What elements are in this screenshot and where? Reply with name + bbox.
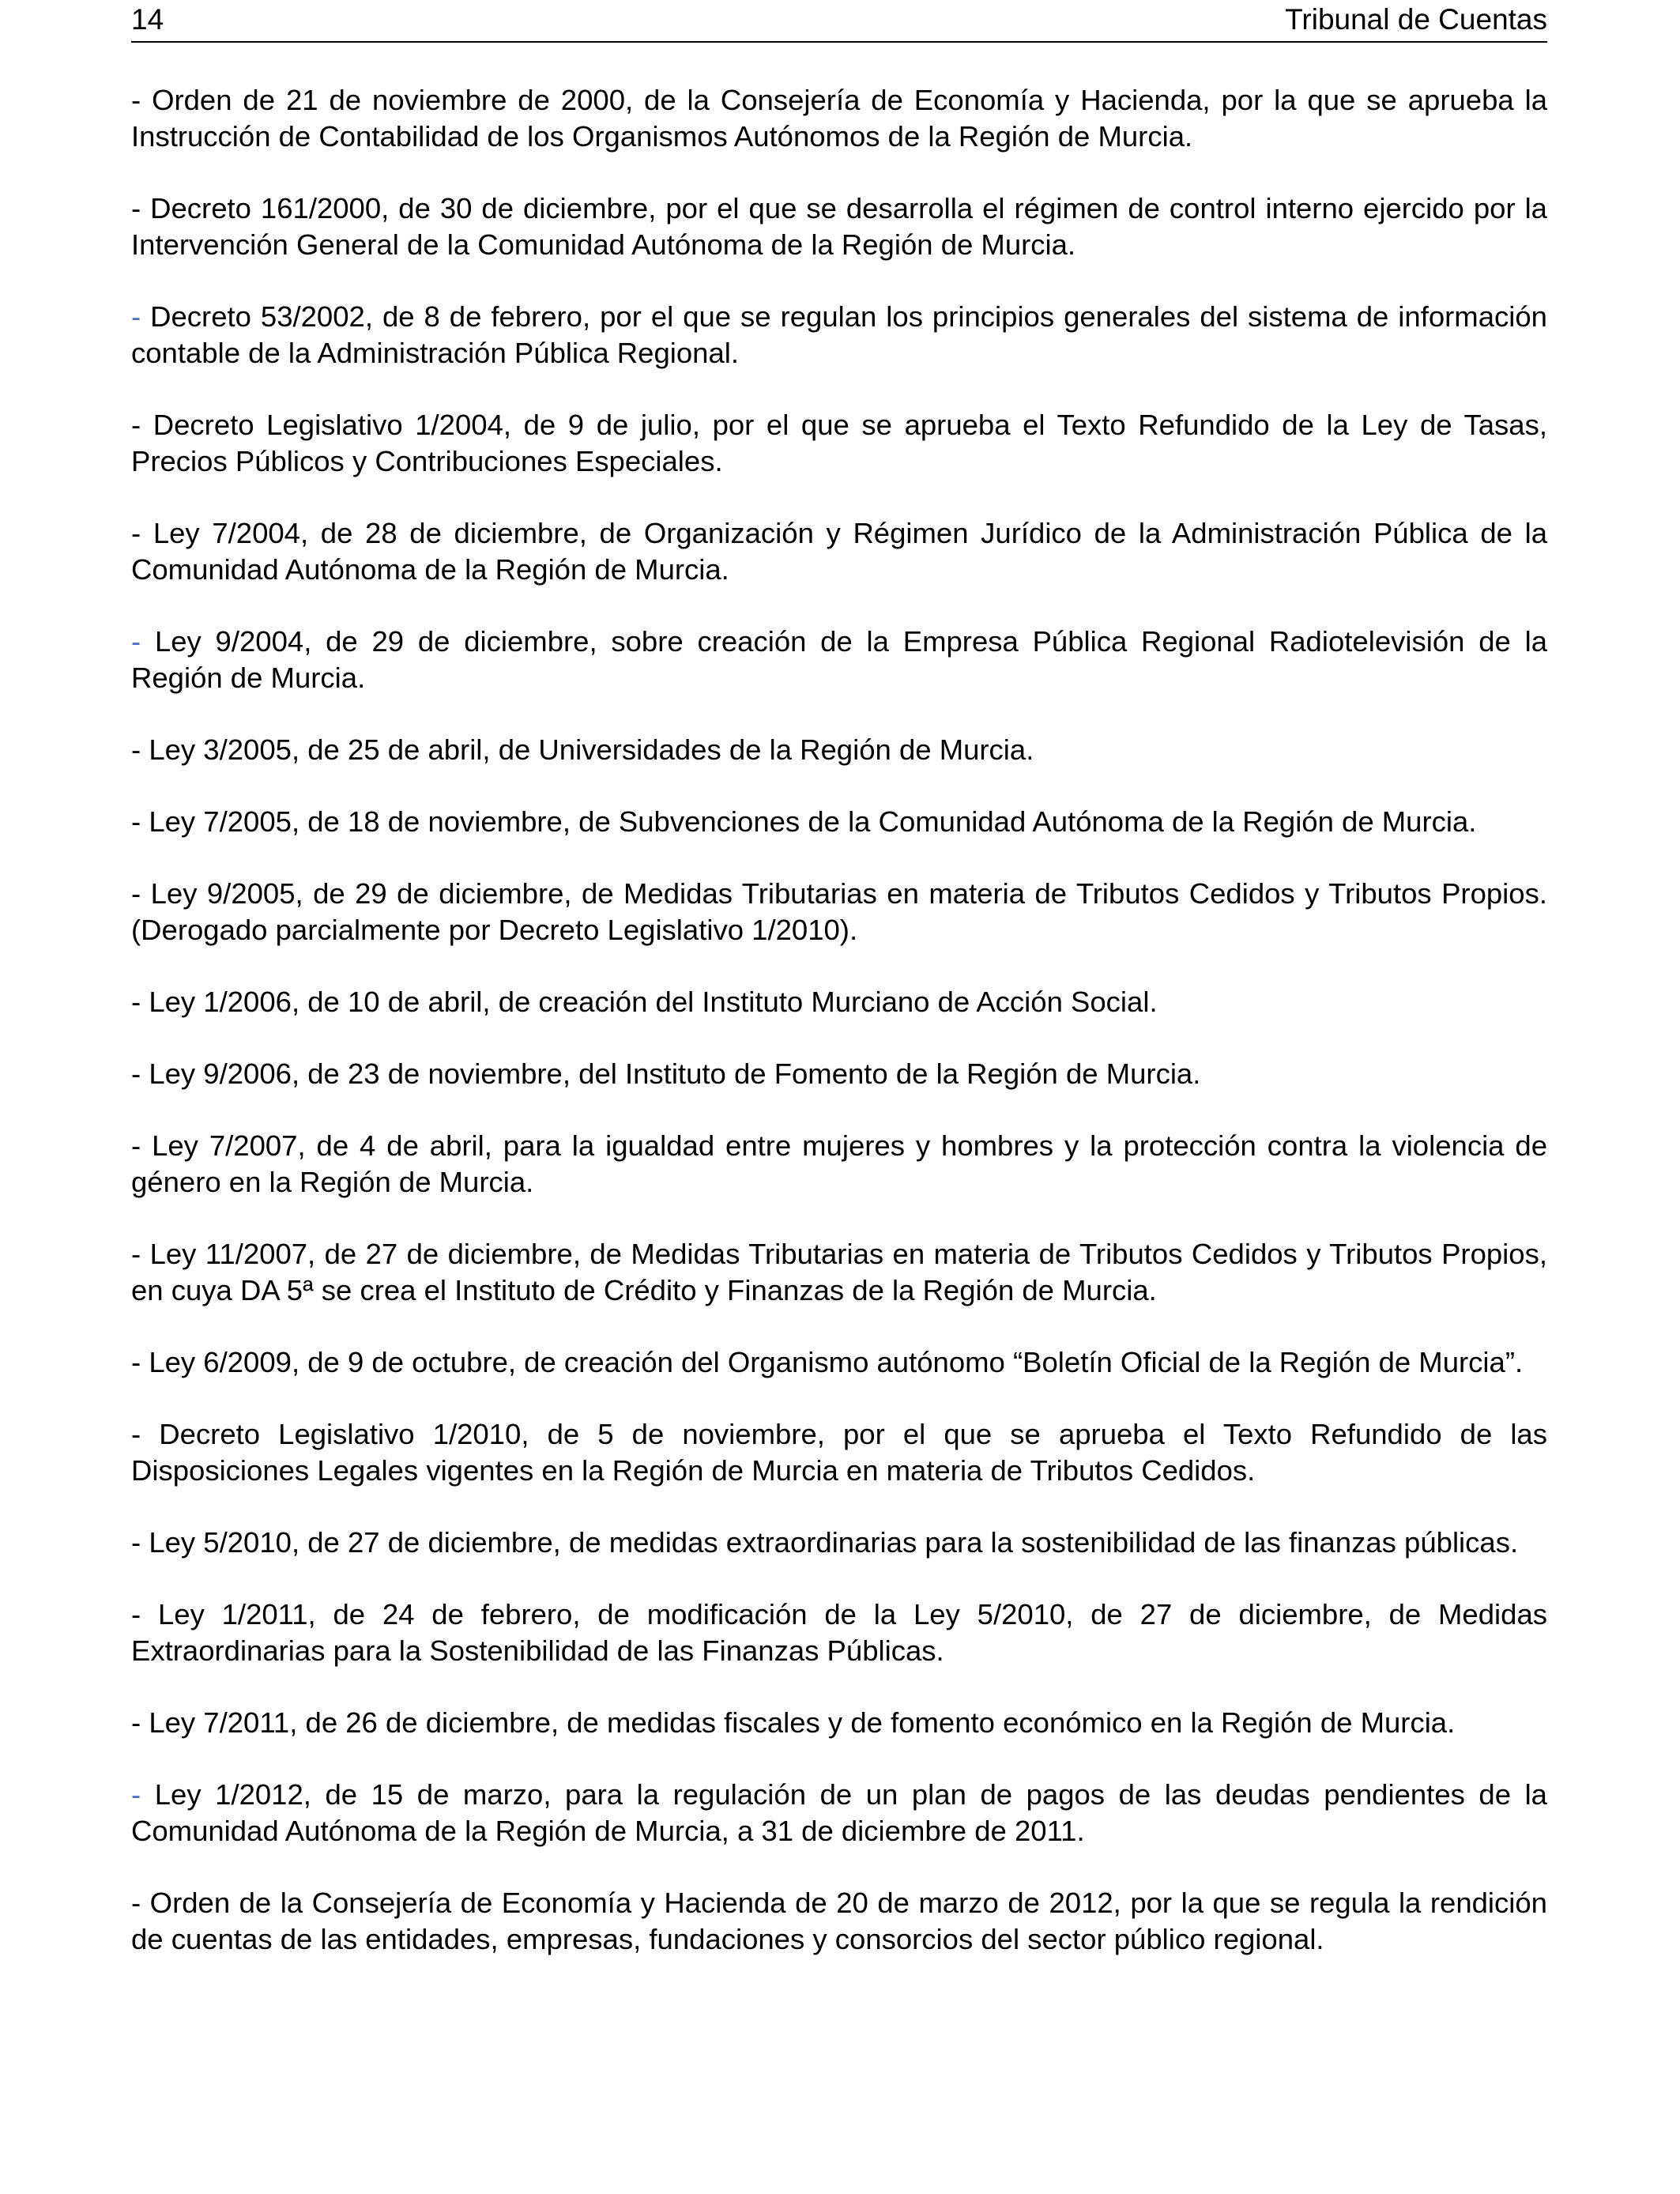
list-item-text: Ley 1/2012, de 15 de marzo, para la regulación de un plan de pagos de las deudas pendientes de la Comunidad Autónoma de la Región de Murcia, a 31 de diciembre de 2011.: [131, 1778, 1547, 1847]
list-item: [131, 1525, 1547, 1561]
bullet-dash: -: [131, 733, 141, 766]
list-item: [131, 1416, 1547, 1489]
list-item: [131, 624, 1547, 696]
list-item: [131, 1128, 1547, 1201]
bullet-dash: -: [131, 1778, 141, 1811]
bullet-dash: -: [131, 1706, 141, 1739]
list-item-text: Decreto 53/2002, de 8 de febrero, por el que se regulan los principios generales del sistema de información contable de la Administración Pública Regional.: [131, 300, 1547, 369]
list-item: [131, 876, 1547, 948]
list-item-text: Ley 7/2005, de 18 de noviembre, de Subvenciones de la Comunidad Autónoma de la Región de Murcia.: [149, 805, 1477, 838]
list-item-text: Orden de la Consejería de Economía y Hacienda de 20 de marzo de 2012, por la que se regula la rendición de cuentas de las entidades, empresas, fundaciones y consorcios del sector público regional.: [131, 1887, 1547, 1955]
bullet-dash: -: [131, 805, 141, 838]
list-item: [131, 984, 1547, 1020]
legislation-list: [131, 82, 1547, 1993]
list-item-text: Ley 7/2004, de 28 de diciembre, de Organización y Régimen Jurídico de la Administración Pública de la Comunidad Autónoma de la Región de Murcia.: [131, 517, 1547, 586]
list-item-text: Ley 7/2011, de 26 de diciembre, de medidas fiscales y de fomento económico en la Región de Murcia.: [149, 1706, 1456, 1739]
list-item-text: Ley 7/2007, de 4 de abril, para la igualdad entre mujeres y hombres y la protección contra la violencia de género en la Región de Murcia.: [131, 1129, 1547, 1198]
bullet-dash: -: [131, 1057, 141, 1090]
page-header: [131, 0, 1547, 43]
bullet-dash: -: [131, 1346, 141, 1378]
bullet-dash: -: [131, 1418, 141, 1450]
bullet-dash: -: [131, 84, 141, 116]
list-item-text: Decreto Legislativo 1/2004, de 9 de julio, por el que se aprueba el Texto Refundido de la Ley de Tasas, Precios Públicos y Contribuciones Especiales.: [131, 409, 1547, 477]
list-item: [131, 1885, 1547, 1958]
bullet-dash: -: [131, 517, 141, 549]
list-item: [131, 732, 1547, 768]
list-item: [131, 299, 1547, 371]
list-item: [131, 1705, 1547, 1741]
list-item-text: Ley 1/2006, de 10 de abril, de creación del Instituto Murciano de Acción Social.: [149, 986, 1158, 1018]
running-title: Tribunal de Cuentas: [1285, 3, 1547, 36]
list-item-text: Ley 9/2006, de 23 de noviembre, del Instituto de Fomento de la Región de Murcia.: [149, 1057, 1201, 1090]
list-item-text: Orden de 21 de noviembre de 2000, de la Consejería de Economía y Hacienda, por la que se aprueba la Instrucción de Contabilidad de los Organismos Autónomos de la Región de Murcia.: [131, 84, 1547, 153]
list-item: [131, 407, 1547, 480]
list-item: [131, 1596, 1547, 1669]
list-item-text: Decreto 161/2000, de 30 de diciembre, por el que se desarrolla el régimen de control interno ejercido por la Intervención General de la Comunidad Autónoma de la Región de Murcia.: [131, 192, 1547, 261]
bullet-dash: -: [131, 300, 141, 333]
list-item: [131, 1777, 1547, 1849]
list-item: [131, 515, 1547, 588]
bullet-dash: -: [131, 1887, 141, 1919]
list-item-text: Ley 11/2007, de 27 de diciembre, de Medidas Tributarias en materia de Tributos Cedidos y Tributos Propios, en cuya DA 5ª se crea el Instituto de Crédito y Finanzas de la Región de Murcia.: [131, 1238, 1547, 1306]
list-item-text: Decreto Legislativo 1/2010, de 5 de noviembre, por el que se aprueba el Texto Refundido de las Disposiciones Legales vigentes en la Región de Murcia en materia de Tributos Cedidos.: [131, 1418, 1547, 1487]
list-item: [131, 1056, 1547, 1092]
bullet-dash: -: [131, 625, 141, 658]
list-item: [131, 82, 1547, 155]
list-item: [131, 1344, 1547, 1381]
bullet-dash: -: [131, 877, 141, 910]
list-item-text: Ley 3/2005, de 25 de abril, de Universidades de la Región de Murcia.: [149, 733, 1034, 766]
bullet-dash: -: [131, 986, 141, 1018]
bullet-dash: -: [131, 1238, 141, 1270]
bullet-dash: -: [131, 192, 141, 224]
bullet-dash: -: [131, 1598, 141, 1630]
list-item-text: Ley 9/2005, de 29 de diciembre, de Medidas Tributarias en materia de Tributos Cedidos y Tributos Propios. (Derogado parcialmente por Decreto Legislativo 1/2010).: [131, 877, 1547, 946]
bullet-dash: -: [131, 409, 141, 441]
list-item-text: Ley 5/2010, de 27 de diciembre, de medidas extraordinarias para la sostenibilidad de las finanzas públicas.: [149, 1526, 1519, 1559]
list-item-text: Ley 6/2009, de 9 de octubre, de creación del Organismo autónomo “Boletín Oficial de la Región de Murcia”.: [149, 1346, 1524, 1378]
bullet-dash: -: [131, 1129, 141, 1162]
bullet-dash: -: [131, 1526, 141, 1559]
list-item: [131, 804, 1547, 840]
list-item: [131, 1236, 1547, 1309]
list-item-text: Ley 9/2004, de 29 de diciembre, sobre creación de la Empresa Pública Regional Radiotelevisión de la Región de Murcia.: [131, 625, 1547, 694]
list-item-text: Ley 1/2011, de 24 de febrero, de modificación de la Ley 5/2010, de 27 de diciembre, de Medidas Extraordinarias para la Sostenibilidad de las Finanzas Públicas.: [131, 1598, 1547, 1667]
list-item: [131, 190, 1547, 263]
page-number: 14: [131, 3, 164, 36]
